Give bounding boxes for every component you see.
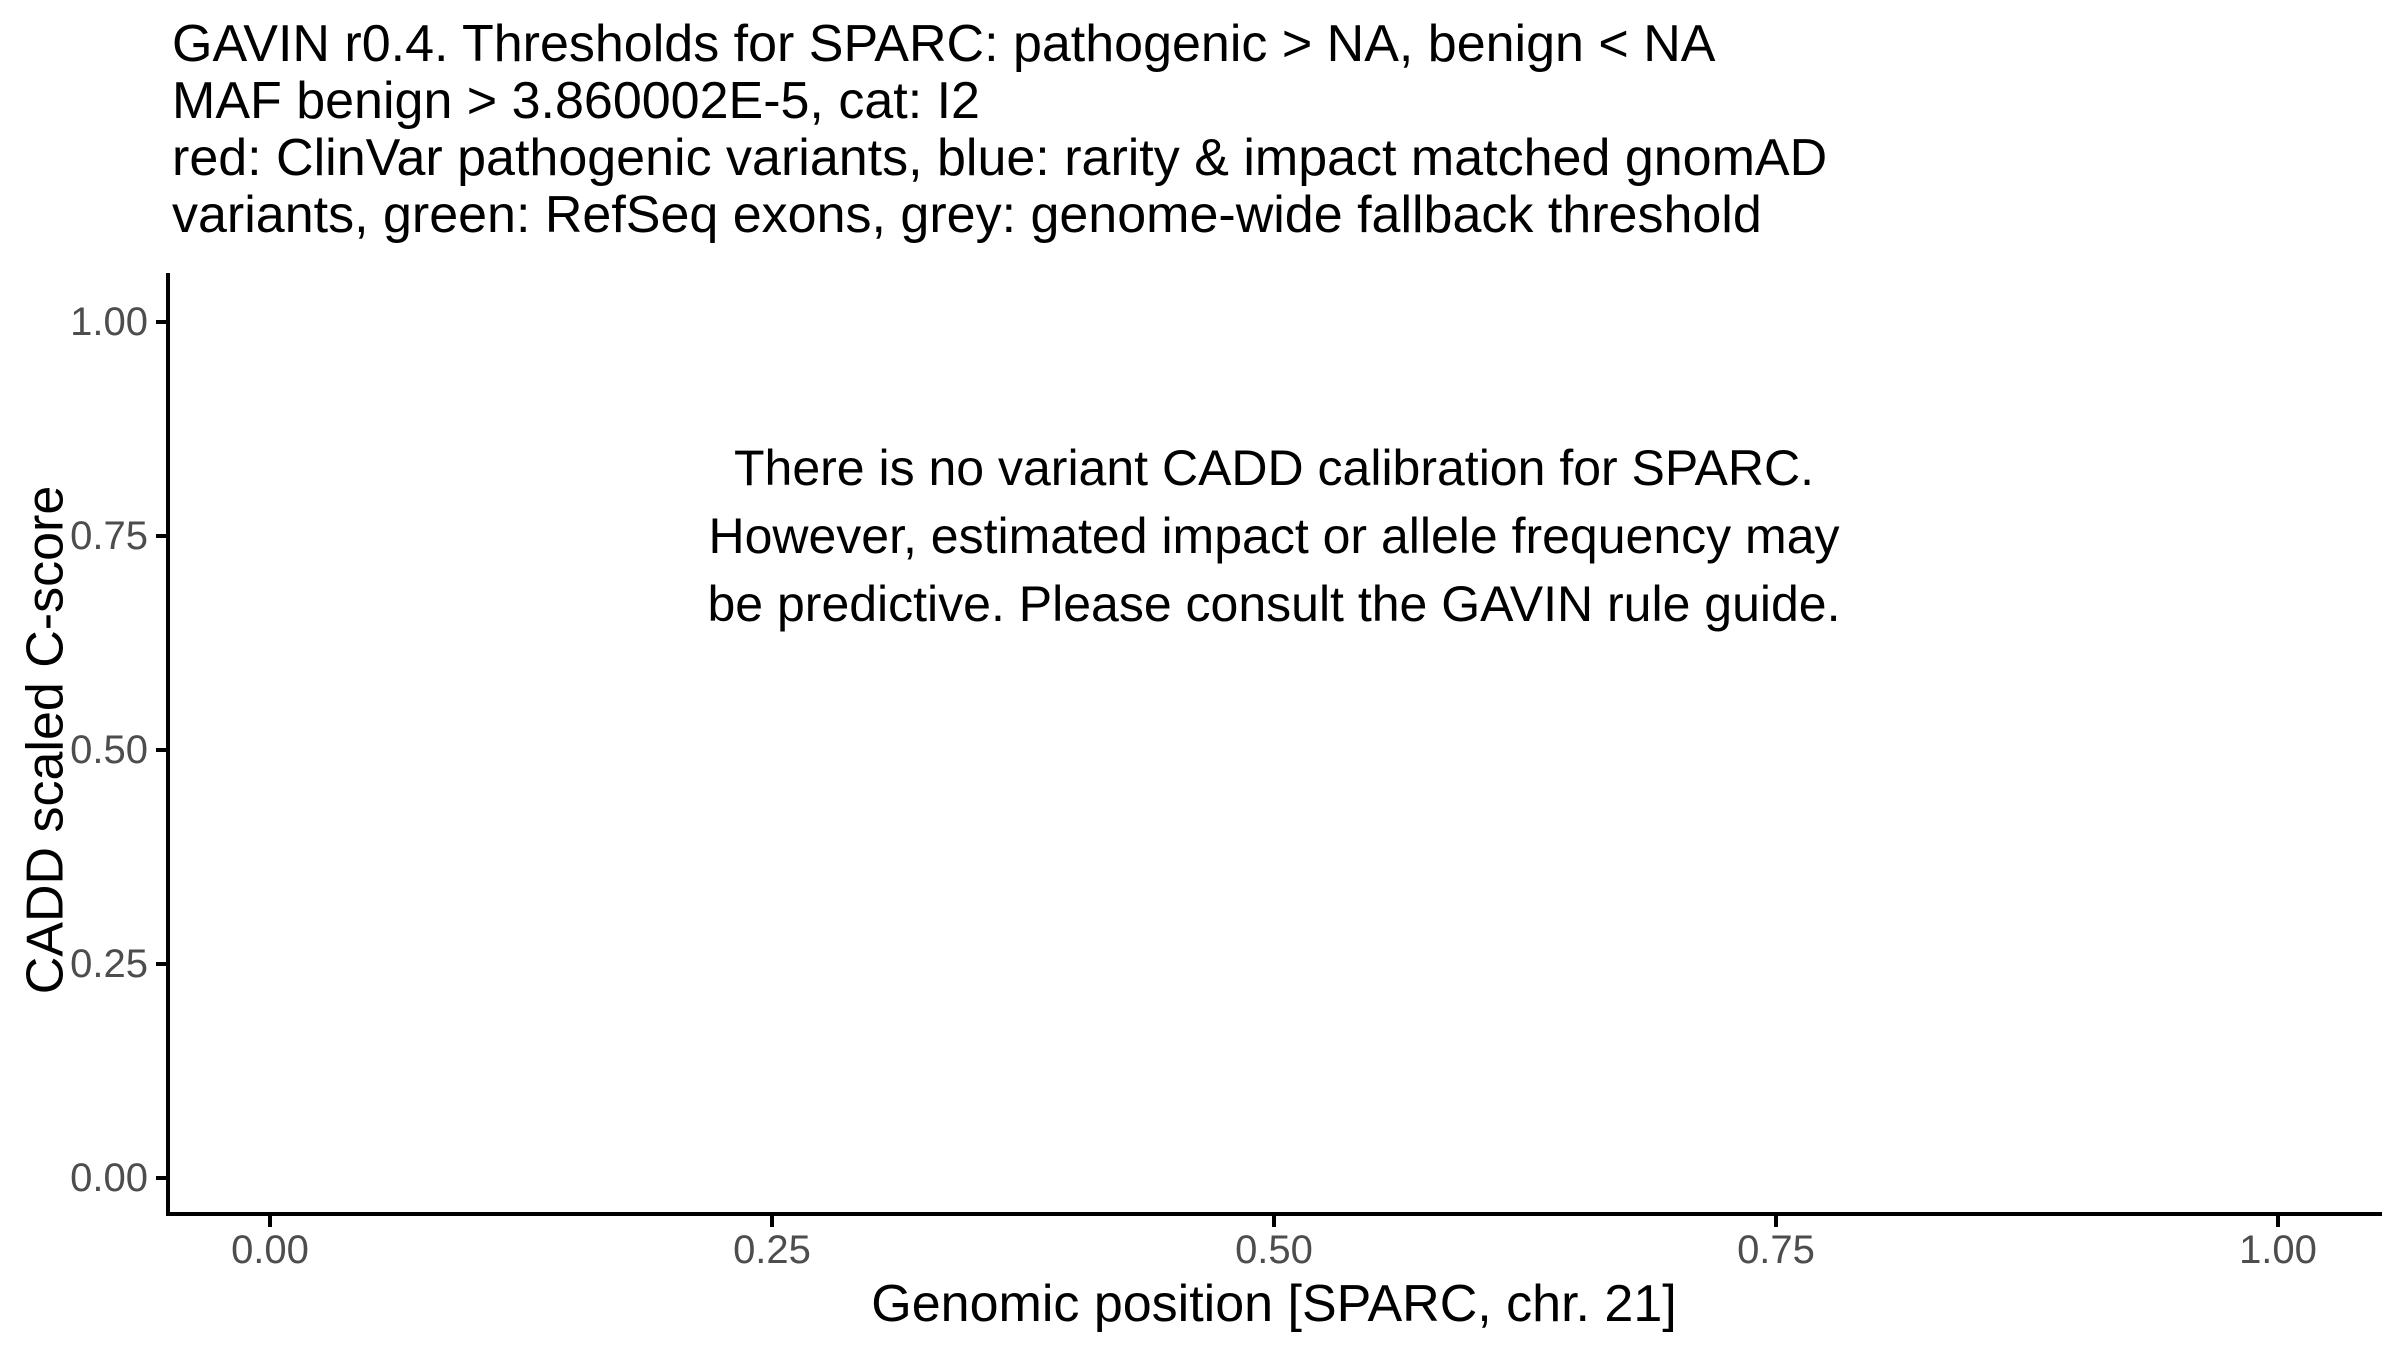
y-tick-label: 1.00 (70, 300, 148, 344)
y-tick-label: 0.75 (70, 514, 148, 558)
y-tick-mark (156, 962, 166, 966)
x-tick-mark (1774, 1216, 1778, 1227)
plot-panel (170, 273, 2382, 1212)
annotation-line-3: be predictive. Please consult the GAVIN rule guide. (707, 576, 1841, 632)
y-axis-line (166, 273, 170, 1216)
plot-title-line-2: MAF benign > 3.860002E-5, cat: I2 (172, 72, 980, 130)
annotation-line-2: However, estimated impact or allele frequency may (708, 508, 1840, 564)
y-tick-label: 0.50 (70, 728, 148, 772)
x-tick-label: 1.00 (2239, 1228, 2317, 1272)
x-tick-mark (2276, 1216, 2280, 1227)
plot-title-line-3: red: ClinVar pathogenic variants, blue: rarity & impact matched gnomAD (172, 129, 1828, 187)
plot-title-line-4: variants, green: RefSeq exons, grey: genome-wide fallback threshold (172, 186, 1762, 244)
no-calibration-annotation (707, 434, 1840, 638)
x-tick-label: 0.75 (1737, 1228, 1815, 1272)
y-tick-mark (156, 1176, 166, 1180)
x-tick-label: 0.00 (231, 1228, 309, 1272)
x-tick-mark (770, 1216, 774, 1227)
plot-title-line-1: GAVIN r0.4. Thresholds for SPARC: pathogenic > NA, benign < NA (172, 15, 1716, 73)
y-axis-title: CADD scaled C-score (16, 485, 75, 995)
plot-title (172, 16, 1827, 244)
y-tick-label: 0.00 (70, 1156, 148, 1200)
y-tick-mark (156, 748, 166, 752)
x-tick-label: 0.50 (1235, 1228, 1313, 1272)
annotation-line-1: There is no variant CADD calibration for SPARC. (733, 440, 1815, 496)
x-tick-mark (268, 1216, 272, 1227)
y-tick-mark (156, 320, 166, 324)
y-tick-label: 0.25 (70, 942, 148, 986)
y-tick-mark (156, 534, 166, 538)
x-axis-title: Genomic position [SPARC, chr. 21] (871, 1275, 1677, 1333)
x-tick-label: 0.25 (733, 1228, 811, 1272)
x-tick-mark (1272, 1216, 1276, 1227)
